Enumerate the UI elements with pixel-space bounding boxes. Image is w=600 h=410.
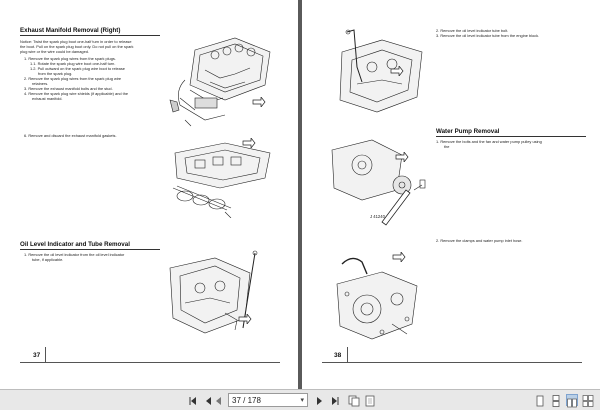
section-title-water-pump: Water Pump Removal	[436, 128, 500, 135]
step-item: 1.2. Pull outward on the spark plug wire boot to release	[30, 66, 125, 71]
wp-step-list	[436, 139, 586, 149]
page-right	[302, 0, 600, 389]
arrow-indicator-icon	[242, 138, 256, 148]
chevron-down-icon[interactable]: ▾	[300, 397, 304, 404]
step-item: 1.1. Rotate the spark plug wire boot one-half turn.	[30, 61, 116, 66]
single-page-icon[interactable]	[534, 394, 546, 406]
water-pump-inlet-hose-illustration	[322, 244, 432, 344]
oil-tube-illustration	[322, 22, 427, 122]
last-page-icon[interactable]	[330, 393, 340, 408]
viewer-toolbar	[0, 389, 600, 410]
step-item: 2. Remove the oil level indicator tube bolt.	[436, 28, 509, 33]
step-item: retainers.	[32, 81, 49, 86]
oil-step-list	[24, 252, 164, 262]
step-item: the	[444, 144, 450, 149]
page-fit-icon[interactable]	[364, 394, 376, 406]
copy-icon[interactable]	[348, 394, 360, 406]
previous-page-alt-icon[interactable]	[214, 393, 224, 408]
step-list	[24, 56, 164, 101]
section-rule	[20, 35, 160, 36]
page-number-value: 37 / 178	[232, 395, 261, 405]
section-title-oil-level: Oil Level Indicator and Tube Removal	[20, 241, 130, 248]
first-page-icon[interactable]	[188, 393, 198, 408]
arrow-indicator-icon	[395, 152, 409, 162]
tube-step-list	[436, 28, 586, 38]
page-left	[0, 0, 298, 389]
two-page-icon[interactable]	[566, 394, 578, 406]
footer-tick	[347, 347, 348, 363]
step-item: 2. Remove the spark plug wires from the spark plug wire	[24, 76, 122, 81]
arrow-indicator-icon	[392, 252, 406, 262]
exhaust-manifold-gasket-illustration	[165, 138, 275, 218]
step-item: 1. Remove the bolts and the fan and water pump pulley using	[436, 139, 542, 144]
step-item: 3. Remove the exhaust manifold bolts and the stud.	[24, 86, 113, 91]
step-item: exhaust manifold.	[32, 96, 63, 101]
previous-page-icon[interactable]	[204, 393, 214, 408]
engine-spark-plug-illustration	[165, 30, 275, 130]
notice-text	[20, 39, 165, 54]
footer-rule	[20, 362, 280, 363]
next-page-icon[interactable]	[314, 393, 324, 408]
section-rule	[20, 249, 160, 250]
continuous-page-icon[interactable]	[550, 394, 562, 406]
step-item: 1. Remove the oil level indicator from the oil level indicator	[24, 252, 125, 257]
page-number: 38	[334, 352, 342, 359]
footer-rule	[322, 362, 582, 363]
two-page-continuous-icon[interactable]	[582, 394, 594, 406]
oil-level-indicator-illustration	[165, 248, 275, 340]
wp-step-2: 2. Remove the clamps and water pump inlet hose.	[436, 238, 523, 243]
notice-line: plug wire or the wire could be damaged.	[20, 49, 89, 54]
step-item: from the spark plug.	[38, 71, 73, 76]
step-item: 3. Remove the oil level indicator tube from the engine block.	[436, 33, 540, 38]
arrow-indicator-icon	[390, 66, 404, 76]
step-item: 4. Remove the spark plug wire shields (if applicable) and the	[24, 91, 129, 96]
page-number-field[interactable]	[228, 393, 308, 407]
step-item: 1. Remove the spark plug wires from the spark plugs.	[24, 56, 116, 61]
step-item: tube, if applicable.	[32, 257, 64, 262]
page-number: 37	[33, 352, 41, 359]
footer-tick	[45, 347, 46, 363]
tool-label: J 41240	[370, 214, 385, 219]
notice-line: the boot. Pull on the spark plug boot only. Do not pull on the spark	[20, 44, 134, 49]
section-title-exhaust-manifold: Exhaust Manifold Removal (Right)	[20, 27, 121, 34]
section-rule	[436, 136, 586, 137]
arrow-indicator-icon	[252, 97, 266, 107]
step-6: 6. Remove and discard the exhaust manifold gaskets.	[24, 133, 117, 138]
arrow-indicator-icon	[238, 314, 252, 324]
notice-line: Notice: Twist the spark plug boot one-half turn in order to release	[20, 39, 132, 44]
